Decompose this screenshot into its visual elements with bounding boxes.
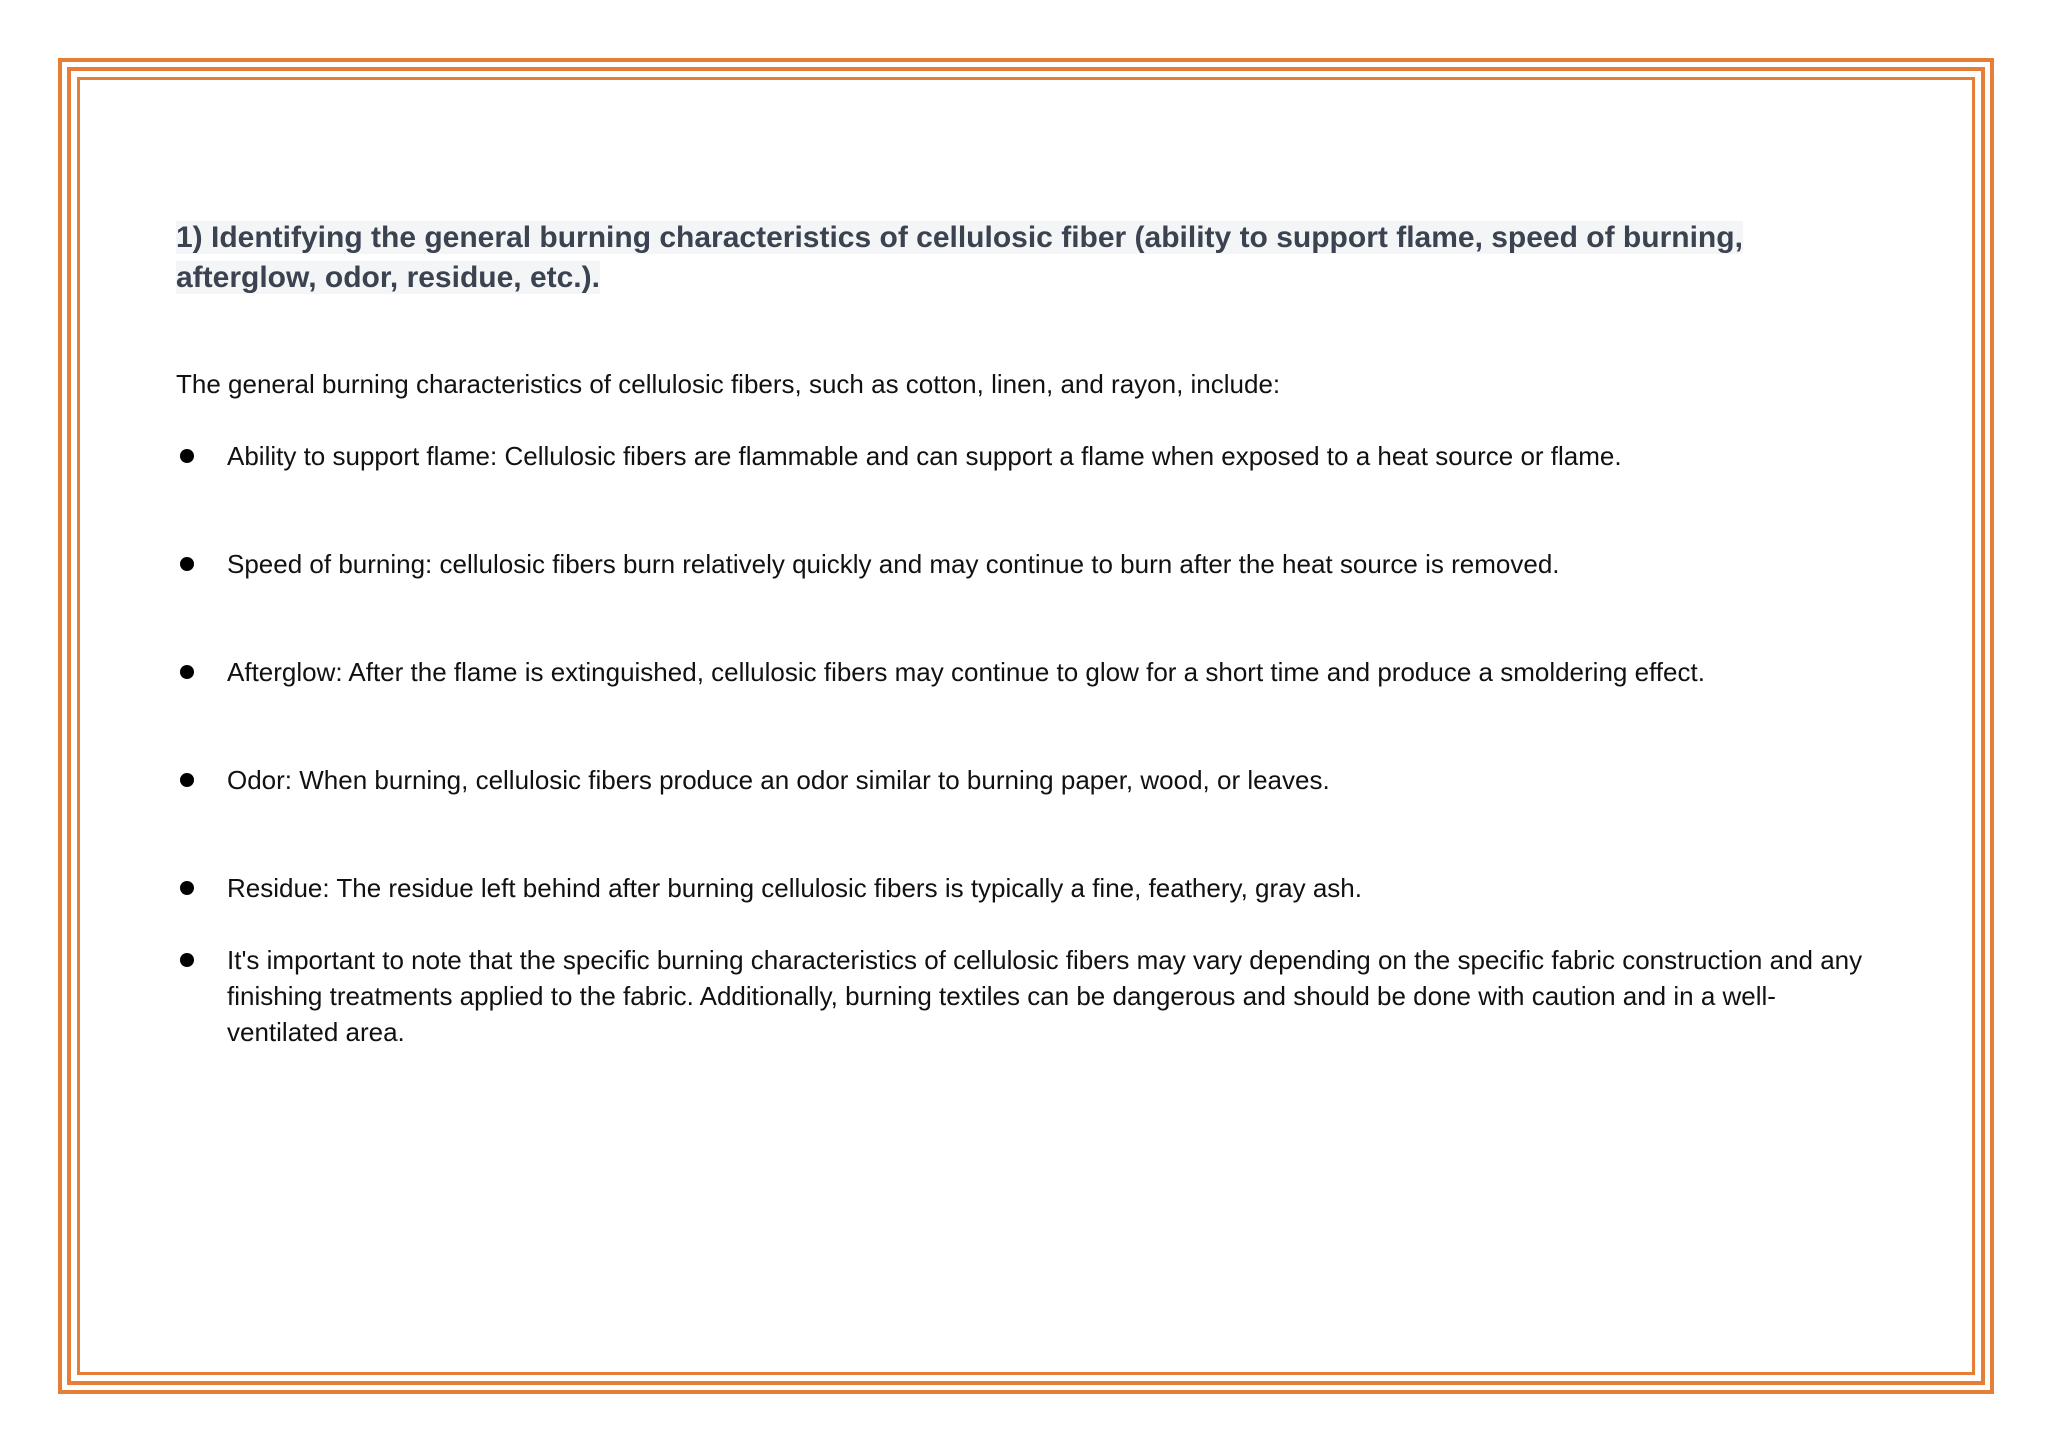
document-content [176,218,1866,1050]
bullet-dot-icon [180,557,194,571]
bullet-dot-icon [180,773,194,787]
section-heading [176,218,1866,298]
list-item [176,870,1866,906]
intro-paragraph: The general burning characteristics of cellulosic fibers, such as cotton, linen, and rayon, include: [176,369,1281,399]
list-item-text: Residue: The residue left behind after burning cellulosic fibers is typically a fine, feathery, gray ash. [227,873,1362,903]
list-item-text: It's important to note that the specific burning characteristics of cellulosic fibers may vary depending on the specific fabric construction and any finishing treatments applied to the fabric. Additionally, burning textiles can be dangerous and should be done with caution and in a well-ventilated area. [227,945,1863,1047]
list-item-text: Afterglow: After the flame is extinguished, cellulosic fibers may continue to glow for a short time and produce a smoldering effect. [227,657,1705,687]
list-item-text: Odor: When burning, cellulosic fibers produce an odor similar to burning paper, wood, or leaves. [227,765,1330,795]
section-heading-text: 1) Identifying the general burning characteristics of cellulosic fiber (ability to support flame, speed of burning, afterglow, odor, residue, etc.). [176,221,1743,294]
bullet-dot-icon [180,953,194,967]
list-item [176,654,1866,690]
list-item [176,762,1866,798]
list-item [176,942,1866,1050]
list-item [176,438,1866,474]
list-item [176,546,1866,582]
bullet-dot-icon [180,449,194,463]
bullet-dot-icon [180,665,194,679]
list-item-text: Speed of burning: cellulosic fibers burn relatively quickly and may continue to burn after the heat source is removed. [227,549,1560,579]
list-item-text: Ability to support flame: Cellulosic fibers are flammable and can support a flame when exposed to a heat source or flame. [227,441,1622,471]
characteristics-list [176,438,1866,1050]
bullet-dot-icon [180,881,194,895]
